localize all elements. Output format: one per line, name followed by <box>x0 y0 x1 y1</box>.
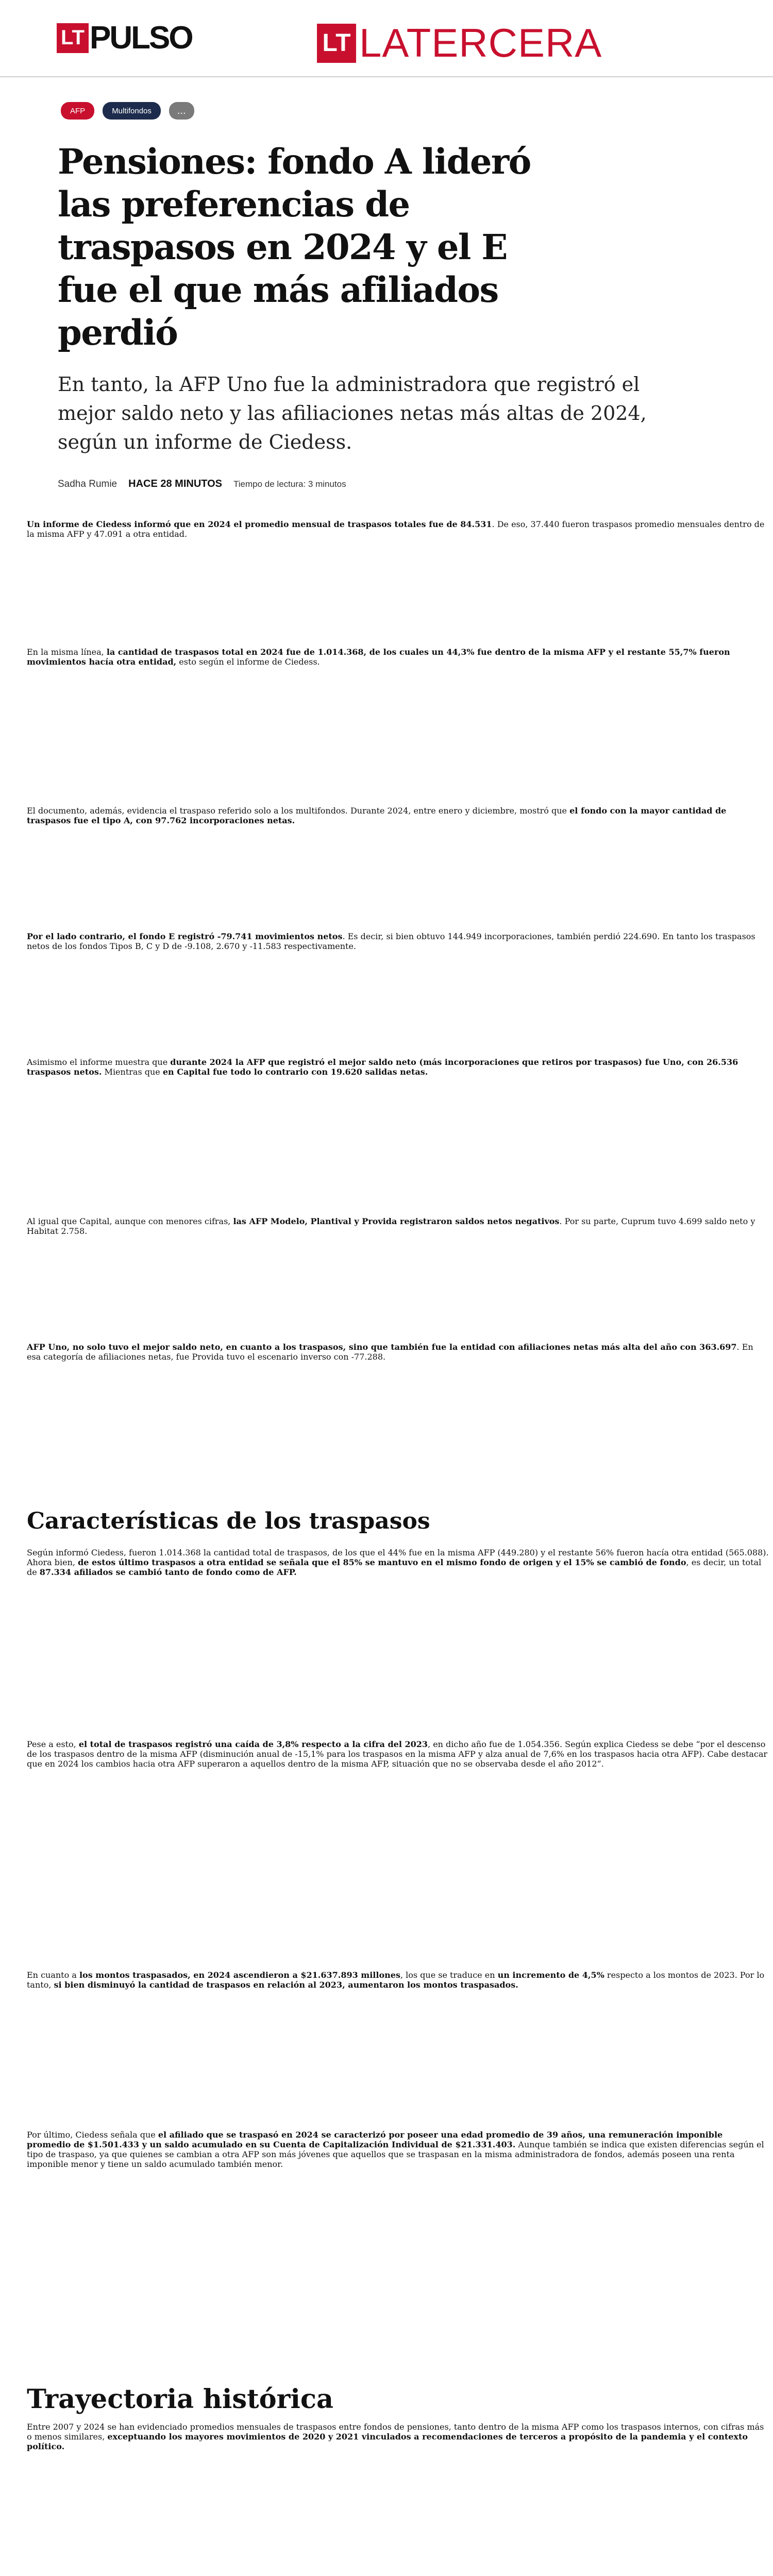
text-run: En la misma línea, <box>27 647 107 657</box>
body-paragraph <box>27 1970 769 1990</box>
article-title: Pensiones: fondo A lideró las preferencias de traspasos en 2024 y el E fue el que más afiliados perdió <box>58 141 531 353</box>
text-run: . En esa categoría de afiliaciones netas, fue Provida tuvo el escenario inverso con -77.288. <box>27 1342 753 1362</box>
site-header <box>0 0 773 77</box>
text-run: Asimismo el informe muestra que <box>27 1057 171 1067</box>
body-paragraph <box>27 1216 769 1236</box>
latercera-logo-mark: LT <box>317 24 356 63</box>
text-run: Aunque también se indica que existen diferencias según el tipo de traspaso, ya que quienes se cambian a otra AFP son más jóvenes que aquellos que se traspasan en la misma administradora de fondos, además poseen una renta imponible menor y tiene un saldo acumulado también menor. <box>27 2140 764 2169</box>
text-run: Entre 2007 y 2024 se han evidenciado promedios mensuales de traspasos entre fondos de pensiones, tanto dentro de la misma AFP como los traspasos internos, con cifras más o menos similares, <box>27 2422 764 2442</box>
bold-text: el fondo con la mayor cantidad de traspasos fue el tipo A, con 97.762 incorporaciones netas. <box>27 806 727 825</box>
text-run: Mientras que <box>102 1067 163 1077</box>
text-run: Según informó Ciedess, fueron 1.014.368 la cantidad total de traspasos, de los que el 44% fue en la misma AFP (449.280) y el restante 56% fueron hacía otra entidad (565.088). Ahora bien, <box>27 1548 769 1567</box>
latercera-logo[interactable] <box>317 20 602 66</box>
text-run: . Por su parte, Cuprum tuvo 4.699 saldo neto y Habitat 2.758. <box>27 1216 755 1236</box>
bold-text: durante 2024 la AFP que registró el mejor saldo neto (más incorporaciones que retiros por traspasos) fue Uno, con 26.536 traspasos netos. <box>27 1057 738 1077</box>
text-run: Pese a esto, <box>27 1739 79 1749</box>
topic-tags <box>61 102 194 120</box>
bold-text: un incremento de 4,5% <box>497 1970 604 1980</box>
pulso-logo-mark: LT <box>57 23 89 53</box>
section-heading: Trayectoria histórica <box>27 2384 333 2415</box>
text-run: , en dicho año fue de 1.054.356. Según explica Ciedess se debe “por el descenso de los traspasos dentro de la misma AFP (disminución anual de -15,1% para los traspasos en la misma AFP y alza anual de 7,6% en los traspasos hacia otra AFP). Cabe destacar que en 2024 los cambios hacia otra AFP superaron a aquellos dentro de la misma AFP, situación que no se observaba desde el año 2012”. <box>27 1739 768 1769</box>
section-heading: Características de los traspasos <box>27 1507 430 1534</box>
text-run: esto según el informe de Ciedess. <box>176 657 320 667</box>
text-run: Al igual que Capital, aunque con menores cifras, <box>27 1216 233 1226</box>
bold-text: el afiliado que se traspasó en 2024 se caracterizó por poseer una edad promedio de 39 años, una remuneración imponible promedio de $1.501.433 y un saldo acumulado en su Cuenta de Capitalización Individual de $21.331.403. <box>27 2130 723 2149</box>
bold-text: en Capital fue todo lo contrario con 19.620 salidas netas. <box>162 1067 428 1077</box>
bold-text: Un informe de Ciedess informó que en 2024 el promedio mensual de traspasos totales fue de 84.531 <box>27 519 492 529</box>
bold-text: los montos traspasados, en 2024 ascendieron a $21.637.893 millones <box>79 1970 400 1980</box>
bold-text: 87.334 afiliados se cambió tanto de fondo como de AFP. <box>39 1567 297 1577</box>
tag-multifondos[interactable]: Multifondos <box>103 102 161 120</box>
bold-text: el total de traspasos registró una caída de 3,8% respecto a la cifra del 2023 <box>78 1739 428 1749</box>
body-paragraph <box>27 1548 769 1577</box>
text-run: . De eso, 37.440 fueron traspasos promedio mensuales dentro de la misma AFP y 47.091 a otra entidad. <box>27 519 765 539</box>
text-run: Por último, Ciedess señala que <box>27 2130 158 2140</box>
article-deck: En tanto, la AFP Uno fue la administradora que registró el mejor saldo neto y las afiliaciones netas más altas de 2024, según un informe de Ciedess. <box>58 373 647 453</box>
text-run: En cuanto a <box>27 1970 79 1980</box>
byline <box>58 478 346 490</box>
text-run: El documento, además, evidencia el traspaso referido solo a los multifondos. Durante 2024, entre enero y diciembre, mostró que <box>27 806 570 816</box>
bold-text: exceptuando los mayores movimientos de 2020 y 2021 vinculados a recomendaciones de terceros a propósito de la pandemia y el contexto político. <box>27 2432 748 2451</box>
more-tags-button[interactable]: ... <box>169 102 194 120</box>
body-paragraph <box>27 519 769 539</box>
bold-text: si bien disminuyó la cantidad de traspasos en relación al 2023, aumentaron los montos traspasados. <box>54 1980 518 1990</box>
bold-text: las AFP Modelo, Plantival y Provida registraron saldos netos negativos <box>233 1216 560 1226</box>
text-run: respecto a los montos de 2023. Por lo tanto, <box>27 1970 765 1990</box>
text-run: . Es decir, si bien obtuvo 144.949 incorporaciones, también perdió 224.690. En tanto los traspasos netos de los fondos Tipos B, C y D de -9.108, 2.670 y -11.583 respectivamente. <box>27 931 755 951</box>
reading-time: Tiempo de lectura: 3 minutos <box>233 479 346 489</box>
published-time: HACE 28 MINUTOS <box>128 478 223 489</box>
text-run: , es decir, un total de <box>27 1557 762 1577</box>
body-paragraph <box>27 1057 769 1077</box>
body-paragraph <box>27 806 769 825</box>
bold-text: Por el lado contrario, el fondo E registró -79.741 movimientos netos <box>27 931 343 941</box>
text-run: , los que se traduce en <box>400 1970 498 1980</box>
body-paragraph <box>27 931 769 951</box>
bold-text: AFP Uno, no solo tuvo el mejor saldo neto, en cuanto a los traspasos, sino que también fue la entidad con afiliaciones netas más alta del año con 363.697 <box>27 1342 737 1352</box>
body-paragraph <box>27 647 769 667</box>
body-paragraph <box>27 2130 769 2169</box>
pulso-logo[interactable] <box>57 20 192 56</box>
author-name[interactable]: Sadha Rumie <box>58 479 117 489</box>
body-paragraph <box>27 1739 769 1769</box>
bold-text: la cantidad de traspasos total en 2024 fue de 1.014.368, de los cuales un 44,3% fue dentro de la misma AFP y el restante 55,7% fueron movimientos hacía otra entidad, <box>27 647 730 667</box>
pulso-logo-text: PULSO <box>90 20 192 56</box>
latercera-logo-text: LATERCERA <box>359 20 602 65</box>
tag-afp[interactable]: AFP <box>61 102 94 120</box>
bold-text: de estos último traspasos a otra entidad se señala que el 85% se mantuvo en el mismo fondo de origen y el 15% se cambió de fondo <box>78 1557 686 1567</box>
body-paragraph <box>27 1342 769 1362</box>
body-paragraph <box>27 2422 769 2451</box>
